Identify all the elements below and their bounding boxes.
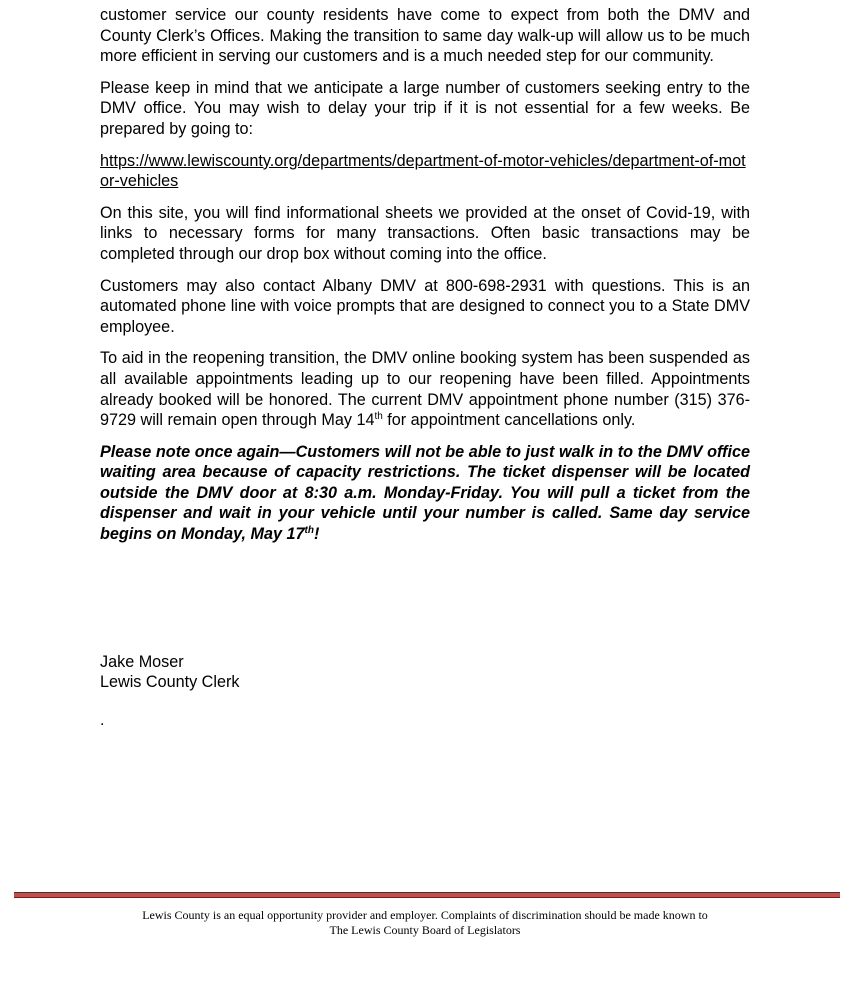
- booking-text-end: for appointment cancellations only.: [382, 411, 636, 430]
- notice-text-end: !: [313, 525, 320, 544]
- paragraph-transition: customer service our county residents have come to expect from both the DMV and County Clerk’s Offices. Making the transition to same day walk-up will allow us to be much more efficient in serving our customers and is a much needed step for our community.: [100, 6, 750, 66]
- signer-name: Jake Moser: [100, 653, 184, 671]
- signer-title: Lewis County Clerk: [100, 672, 240, 691]
- letter-body: [100, 5, 750, 556]
- important-notice: [100, 442, 750, 545]
- footer-line-2: The Lewis County Board of Legislators: [329, 923, 521, 937]
- ordinal-suffix: th: [374, 411, 383, 423]
- footer-divider: [14, 892, 840, 898]
- paragraph-booking-suspended: [100, 348, 750, 430]
- paragraph-website-info: On this site, you will find informational sheets we provided at the onset of Covid-19, with links to necessary forms for many transactions. Often basic transactions may be completed through our drop box without coming into the office.: [100, 203, 750, 263]
- notice-text: Please note once again—Customers will not be able to just walk in to the DMV office waiting area because of capacity restrictions. The ticket dispenser will be located outside the DMV door at 8:30 a.m. Monday-Friday. You will pull a ticket from the dispenser and wait in your vehicle until your number is called. Same day service begins on Monday, May 17: [100, 442, 750, 544]
- footer-line-1: Lewis County is an equal opportunity provider and employer. Complaints of discrimination should be made known to: [142, 908, 708, 922]
- paragraph-anticipate-customers: Please keep in mind that we anticipate a large number of customers seeking entry to the DMV office. You may wish to delay your trip if it is not essential for a few weeks. Be prepared by going to:: [100, 78, 750, 138]
- signature-block: [100, 653, 239, 692]
- dmv-website-link[interactable]: https://www.lewiscounty.org/departments/department-of-motor-vehicles/department-of-motor-vehicles: [100, 151, 746, 191]
- footer-notice: [0, 908, 850, 938]
- booking-text: To aid in the reopening transition, the DMV online booking system has been suspended as all available appointments leading up to our reopening have been filled. Appointments already booked will be honored. The current DMV appointment phone number (315) 376-9729 will remain open through May 14: [100, 349, 750, 430]
- notice-ordinal-suffix: th: [304, 525, 314, 537]
- stray-period: .: [100, 712, 105, 729]
- paragraph-albany-dmv: Customers may also contact Albany DMV at 800-698-2931 with questions. This is an automated phone line with voice prompts that are designed to connect you to a State DMV employee.: [100, 276, 750, 336]
